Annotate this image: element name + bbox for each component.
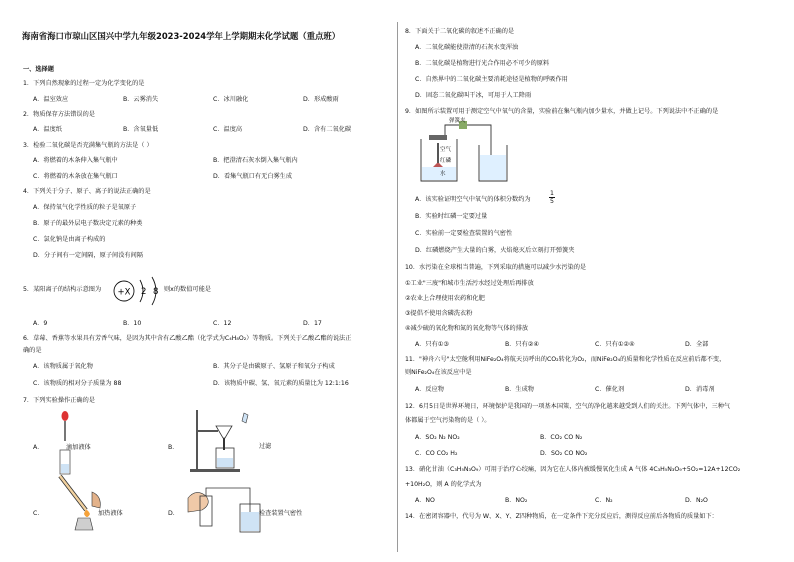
q6-stem-line2: 确的是 (23, 347, 42, 354)
q12-stem-line2: 体都属于空气污染物的是（ ）。 (405, 417, 491, 424)
q7-a-label: 滴加液体 (66, 444, 91, 451)
q8-option-c[interactable]: C．自然界中的二氧化碳主要消耗途径是植物的呼吸作用 (415, 76, 568, 83)
q4-stem: 4．下列关于分子、原子、离子的说法正确的是 (23, 188, 151, 195)
q13-option-a[interactable]: A．NO (415, 497, 435, 504)
q5-option-b[interactable]: B．10 (123, 320, 142, 327)
q10-option-d[interactable]: D．全部 (685, 341, 709, 348)
q12-option-a[interactable]: A．SO₂ N₂ NO₂ (415, 434, 460, 441)
apparatus-label-air: 空气 (440, 147, 452, 153)
q4-option-a[interactable]: A．保持氧气化学性质的粒子是氧原子 (33, 204, 137, 211)
q11-stem: 11．"神舟六号"太空舱利用NiFe₂O₄将航天员呼出的CO₂转化为O₂，而NiFe₂O₄的质量和化学性质在反应前后都不变， (405, 356, 726, 363)
q3-option-a[interactable]: A．将燃着的木条伸入集气瓶中 (33, 157, 118, 164)
q6-stem: 6．草莓、香蕉等水果具有芳香气味，是因为其中含有乙酸乙酯（化学式为C₄H₈O₂）等物质。下列关于乙酸乙酯的说法正 (23, 335, 352, 342)
q8-option-a[interactable]: A．二氧化碳能使澄清的石灰水变浑浊 (415, 44, 519, 51)
q3-stem: 3．检验二氧化碳是否充满集气瓶的方法是（ ） (23, 142, 153, 149)
shell-2-electrons: 8 (153, 287, 159, 297)
q6-option-b[interactable]: B．其分子是由碳原子、氢原子和氧分子构成 (213, 363, 335, 370)
fraction-denominator: 5 (550, 198, 554, 205)
q12-option-c[interactable]: C．CO CO₂ H₂ (415, 450, 458, 457)
q7-c-label: 加热液体 (98, 510, 123, 517)
q10-stem: 10．水污染在全球相当普遍，下列采取的措施可以减少水污染的是 (405, 264, 587, 271)
q10-item-1: ①工业"三废"和城市生活污水经过处理后再排放 (405, 280, 534, 287)
fraction-numerator: 1 (550, 190, 554, 197)
q5-stem: 5．某阳离子的结构示意图为 (23, 286, 102, 293)
q1-option-c[interactable]: C．冰川融化 (213, 96, 249, 103)
heating-illustration (40, 470, 110, 534)
q4-option-b[interactable]: B．原子的最外层电子数决定元素的种类 (33, 220, 143, 227)
q8-option-d[interactable]: D．固态二氧化碳叫干冰，可用于人工降雨 (415, 92, 532, 99)
q7-b-label: 过滤 (259, 443, 272, 450)
section-heading: 一、选择题 (23, 66, 54, 73)
q2-option-c[interactable]: C．温度高 (213, 126, 243, 133)
q8-stem: 8．下面关于二氧化碳的叙述不正确的是 (405, 28, 515, 35)
q13-stem-line2: +10H₂O，则 A 的化学式为 (405, 481, 482, 488)
q3-option-c[interactable]: C．将燃着的木条放在集气瓶口 (33, 173, 118, 180)
q11-stem-line2: 则NiFe₂O₄在该反应中是 (405, 369, 472, 376)
q4-option-c[interactable]: C．氯化钠是由离子构成的 (33, 236, 106, 243)
q2-stem: 2．物质保存方法错误的是 (23, 111, 95, 118)
q5-stem-tail: 则x的数值可能是 (164, 286, 211, 293)
q7-option-b[interactable]: B． (168, 444, 179, 451)
q10-item-2: ②农业上合理使用农药和化肥 (405, 295, 485, 302)
column-divider (397, 22, 398, 552)
q11-option-b[interactable]: B．生成物 (505, 386, 534, 393)
q14-stem: 14．在密闭容器中，代号为 W、X、Y、Z四种物质，在一定条件下充分反应后，测得反应前后各物质的质量如下： (405, 513, 718, 520)
q11-option-d[interactable]: D．消毒剂 (685, 386, 715, 393)
airtightness-illustration (178, 478, 278, 538)
shell-1-electrons: 2 (141, 287, 147, 297)
page-title: 海南省海口市琼山区国兴中学九年级2023-2024学年上学期期末化学试题（重点班） (22, 31, 341, 41)
q6-option-c[interactable]: C．该物质的相对分子质量为 88 (33, 380, 122, 387)
q10-option-b[interactable]: B．只有②④ (505, 341, 539, 348)
oxygen-apparatus-illustration (409, 117, 529, 187)
q9-option-b[interactable]: B．实验时红磷一定要过量 (415, 213, 488, 220)
q9-stem: 9．如图所示装置可用于测定空气中氧气的含量，实验前在集气瓶内加少量水，并做上记号。下列说法中不正确的是 (405, 108, 719, 115)
q10-item-3: ③提倡不使用含磷洗衣粉 (405, 310, 473, 317)
q8-option-b[interactable]: B．二氧化碳是植物进行光合作用必不可少的原料 (415, 60, 550, 67)
fraction-one-fifth (549, 190, 555, 205)
filtration-illustration (186, 408, 266, 474)
q2-option-a[interactable]: A．温度纸 (33, 126, 62, 133)
q9-option-d[interactable]: D．红磷燃烧产生大量的白雾，火焰熄灭后立刻打开弹簧夹 (415, 247, 575, 254)
q2-option-d[interactable]: D．含有二氧化碳 (303, 126, 352, 133)
q1-option-b[interactable]: B．云雾消失 (123, 96, 159, 103)
q13-option-d[interactable]: D．N₂O (685, 497, 708, 504)
q7-d-label: 检查装置气密性 (259, 510, 303, 517)
q7-option-d[interactable]: D． (168, 510, 179, 517)
q9-option-a[interactable]: A．该实验证明空气中氧气的体积分数约为 (415, 196, 531, 203)
q6-option-a[interactable]: A．该物质属于氧化物 (33, 363, 93, 370)
q5-option-d[interactable]: D．17 (303, 320, 322, 327)
q12-option-b[interactable]: B．CO₂ CO N₂ (540, 434, 583, 441)
q1-option-a[interactable]: A．温室效应 (33, 96, 69, 103)
q10-option-a[interactable]: A．只有①③ (415, 341, 449, 348)
q7-stem: 7．下列实验操作正确的是 (23, 397, 95, 404)
q11-option-c[interactable]: C．催化剂 (595, 386, 625, 393)
q11-option-a[interactable]: A．反应物 (415, 386, 444, 393)
q1-option-d[interactable]: D．形成酸雨 (303, 96, 339, 103)
apparatus-label-clamp: 弹簧夹 (449, 118, 466, 124)
q12-stem: 12．6月5日是世界环境日，环境保护是我国的一项基本国策，空气的净化越来越受到人们的关注。下列气体中，三种气 (405, 403, 731, 410)
q3-option-d[interactable]: D．看集气瓶口有无白雾生成 (213, 173, 293, 180)
dropper-illustration (40, 408, 90, 476)
q5-option-a[interactable]: A．9 (33, 320, 48, 327)
q6-option-d[interactable]: D．该物质中碳、氢、氧元素的质量比为 12:1:16 (213, 380, 349, 387)
q13-option-c[interactable]: C．N₂ (595, 497, 613, 504)
q7-option-a[interactable]: A． (33, 444, 44, 451)
q12-option-d[interactable]: D．SO₂ CO NO₂ (540, 450, 588, 457)
apparatus-label-phosphorus: 红磷 (440, 158, 452, 164)
q2-option-b[interactable]: B．含氧量低 (123, 126, 159, 133)
q4-option-d[interactable]: D．分子间有一定间隔，原子间没有间隔 (33, 252, 143, 259)
q5-option-c[interactable]: C．12 (213, 320, 232, 327)
apparatus-label-water: 水 (440, 171, 446, 177)
q9-option-c[interactable]: C．实验前一定要检查装置的气密性 (415, 230, 513, 237)
q1-stem: 1．下列自然现象的过程一定为化学变化的是 (23, 80, 145, 87)
q10-option-c[interactable]: C．只有①②④ (595, 341, 635, 348)
q3-option-b[interactable]: B．把澄清石灰水倒入集气瓶内 (213, 157, 298, 164)
q10-item-4: ④减少硫的氧化物和氮的氧化物等气体的排放 (405, 325, 529, 332)
q13-stem: 13．硝化甘油（C₃H₅N₃O₉）可用于治疗心绞痛，因为它在人体内被缓慢氧化生成 A 气体 4C₃H₅N₃O₉+5O₂=12A+12CO₂ (405, 466, 741, 473)
q7-option-c[interactable]: C． (33, 510, 44, 517)
nucleus-label: +X (117, 287, 131, 298)
q13-option-b[interactable]: B．NO₂ (505, 497, 528, 504)
